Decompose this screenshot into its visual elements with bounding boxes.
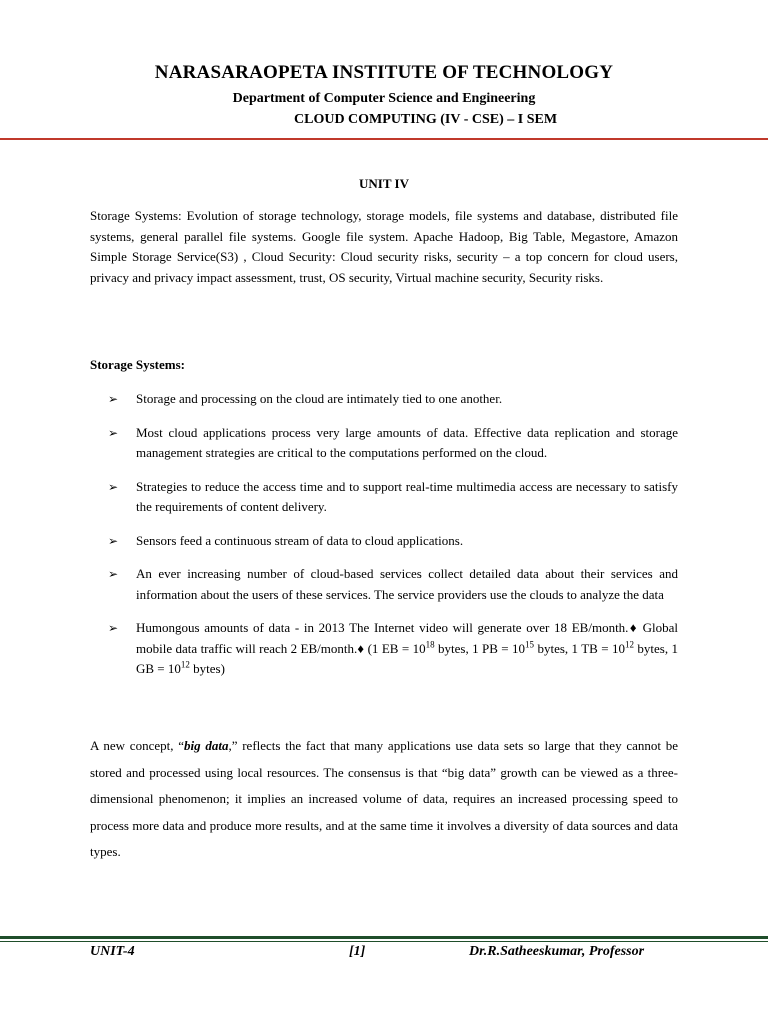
big-data-paragraph — [90, 733, 678, 866]
list-item — [108, 477, 678, 518]
header-divider — [0, 138, 768, 140]
arrow-bullet-icon: ➢ — [108, 392, 119, 406]
superscript: 18 — [425, 639, 435, 650]
list-item — [108, 531, 678, 552]
footer-divider-thin — [0, 941, 768, 942]
arrow-bullet-icon: ➢ — [108, 621, 119, 635]
list-item — [108, 423, 678, 464]
unit-syllabus-paragraph: Storage Systems: Evolution of storage technology, storage models, file systems and database, distributed file systems, general parallel file systems. Google file system. Apache Hadoop, Big Table, Megastore, Amazon Simple Storage Service(S3) , Cloud Security: Cloud security risks, security – a top concern for cloud users, privacy and privacy impact assessment, trust, OS security, Virtual machine security, Security risks. — [90, 208, 678, 285]
footer-page-number: [1] — [349, 944, 366, 959]
list-item-text: Most cloud applications process very large amounts of data. Effective data replication and storage management strategies are critical to the computations performed on the cloud. — [136, 424, 678, 460]
list-item — [108, 564, 678, 605]
text-run: ,” reflects the fact that many applications use data sets so large that they cannot be stored and processed using local resources. The consensus is that “big data” growth can be viewed as a three-dimensional phenomenon; it implies an increased volume of data, requires an increased processing speed to process more data and produce more results, and at the same time it involves a diversity of data sources and data types. — [90, 738, 678, 859]
emphasis-term: big data — [184, 738, 229, 753]
text-run: bytes) — [189, 661, 225, 676]
list-item-text: Storage and processing on the cloud are intimately tied to one another. — [136, 391, 503, 406]
text-run: Humongous amounts of data - in 2013 The Internet video will generate over 18 EB/month.♦ Global mobile data traffic will reach 2 EB/month.♦ (1 EB = 10 — [136, 620, 678, 656]
list-item-text: Sensors feed a continuous stream of data to cloud applications. — [136, 532, 464, 548]
unit-title: UNIT IV — [359, 176, 409, 191]
institute-name: NARASARAOPETA INSTITUTE OF TECHNOLOGY — [154, 62, 614, 83]
text-run: A new concept, “ — [90, 738, 184, 753]
text-run: bytes, 1 TB = 10 — [534, 640, 625, 656]
superscript: 12 — [624, 639, 634, 650]
list-item-text: An ever increasing number of cloud-based services collect detailed data about their services and information about the users of these services. The service providers use the clouds to analyze the data — [136, 566, 678, 602]
text-run: bytes, 1 GB = 10 — [136, 640, 678, 676]
footer-unit: UNIT-4 — [90, 944, 135, 959]
arrow-bullet-icon: ➢ — [108, 425, 119, 440]
text-run: bytes, 1 PB = 10 — [434, 640, 526, 656]
superscript: 12 — [180, 659, 190, 670]
list-item-text: Strategies to reduce the access time and to support real-time multimedia access are necessary to satisfy the requirements of content delivery. — [136, 478, 678, 514]
footer-divider — [0, 936, 768, 939]
arrow-bullet-icon: ➢ — [108, 533, 119, 548]
list-item — [108, 389, 678, 410]
section-heading: Storage Systems: — [90, 357, 185, 372]
arrow-bullet-icon: ➢ — [108, 567, 119, 581]
list-item — [108, 618, 678, 680]
footer-author: Dr.R.Satheeskumar, Professor — [469, 944, 645, 959]
department-name: Department of Computer Science and Engineering — [232, 91, 536, 106]
bullet-list — [108, 389, 678, 693]
arrow-bullet-icon: ➢ — [108, 479, 119, 494]
superscript: 15 — [525, 639, 535, 650]
course-title: CLOUD COMPUTING (IV - CSE) – I SEM — [294, 112, 558, 127]
list-item-text — [136, 620, 678, 676]
